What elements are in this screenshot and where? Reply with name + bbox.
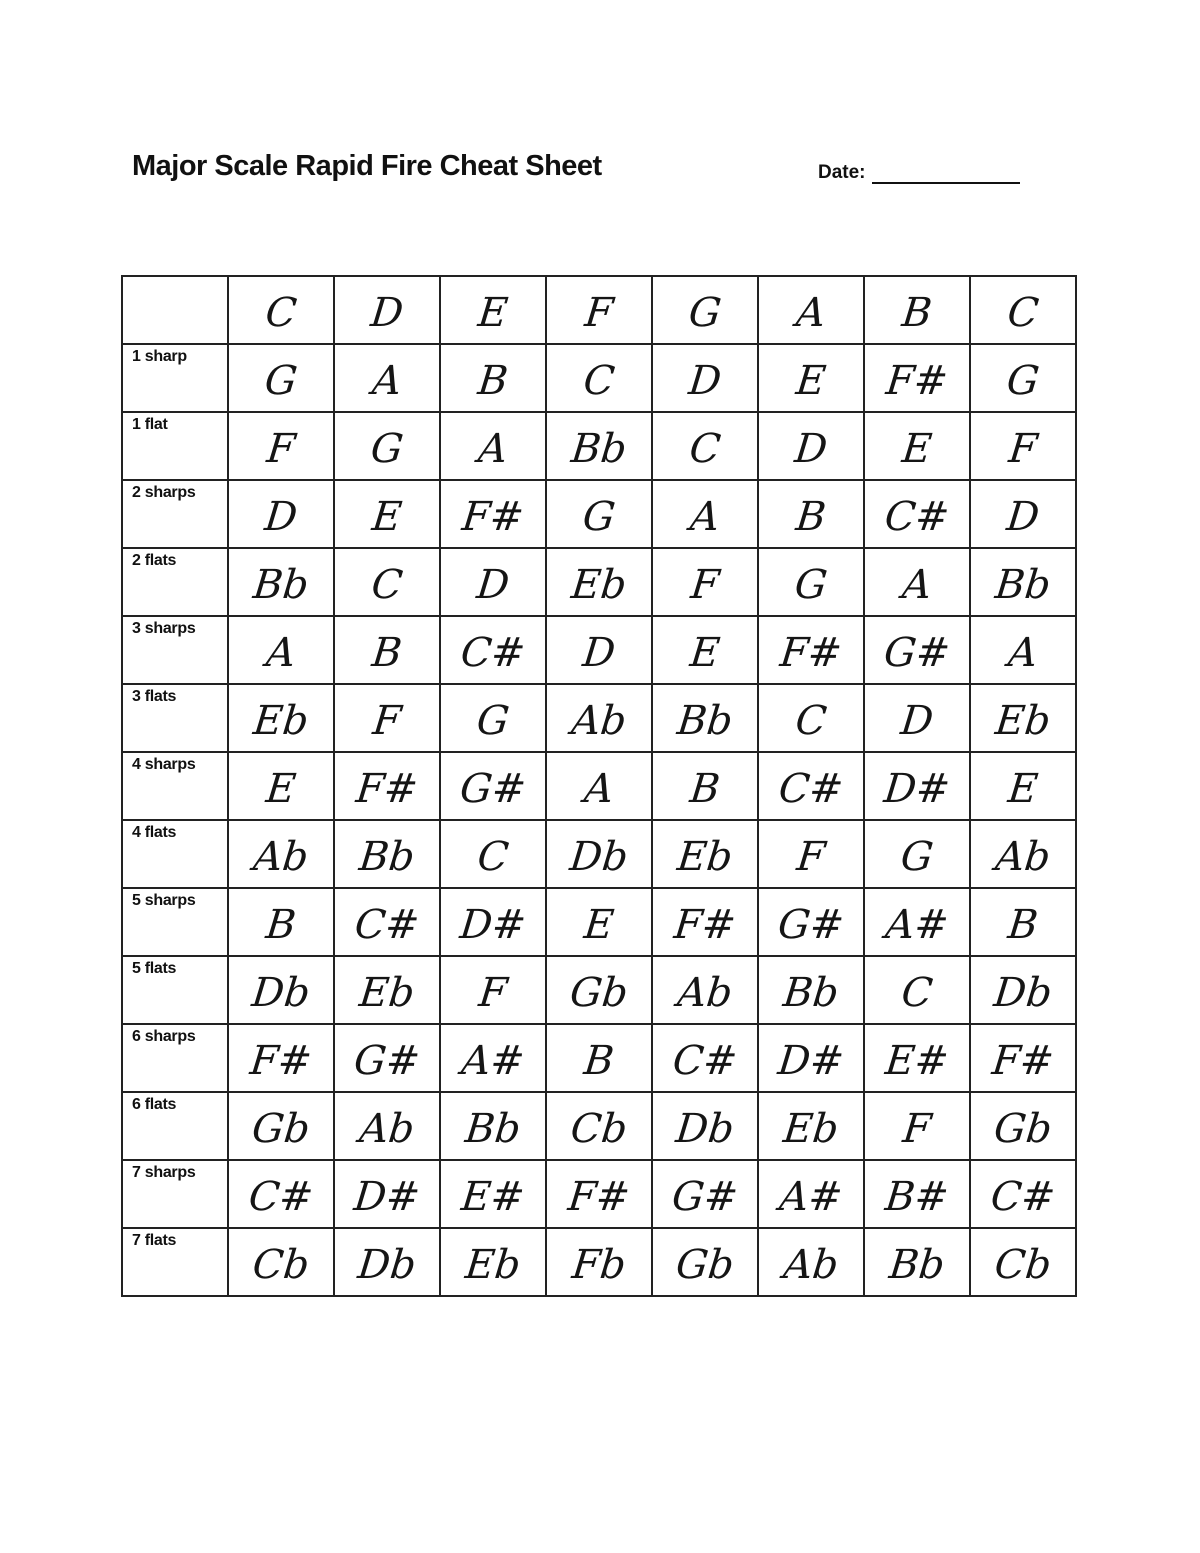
- handwritten-note: G: [1004, 358, 1042, 404]
- date-blank-line[interactable]: [872, 164, 1020, 184]
- note-cell: [546, 480, 652, 548]
- handwritten-note: A: [1006, 630, 1040, 676]
- handwritten-note: Db: [673, 1106, 737, 1152]
- handwritten-note: Bb: [675, 698, 735, 744]
- handwritten-note: Ab: [781, 1242, 841, 1288]
- handwritten-note: E: [793, 358, 829, 404]
- note-cell: [652, 344, 758, 412]
- table-row: [122, 548, 1076, 616]
- note-cell: [440, 1228, 546, 1296]
- note-cell: [864, 820, 970, 888]
- note-cell: [970, 480, 1076, 548]
- row-label: 1 flat: [132, 416, 168, 433]
- handwritten-note: G: [686, 290, 724, 336]
- handwritten-note: E: [899, 426, 935, 472]
- row-label: 3 flats: [132, 688, 177, 705]
- handwritten-note: D: [262, 494, 300, 540]
- note-cell: [758, 1228, 864, 1296]
- handwritten-note: A: [688, 494, 722, 540]
- handwritten-note: Cb: [250, 1242, 312, 1288]
- note-cell: [758, 1024, 864, 1092]
- handwritten-note: Eb: [675, 834, 735, 880]
- note-cell: [970, 1092, 1076, 1160]
- table-row: [122, 480, 1076, 548]
- note-cell: [758, 616, 864, 684]
- note-cell: [228, 548, 334, 616]
- row-label-cell: [122, 344, 228, 412]
- note-cell: [546, 1024, 652, 1092]
- note-cell: [652, 276, 758, 344]
- handwritten-note: F: [370, 698, 404, 744]
- handwritten-note: D: [686, 358, 724, 404]
- row-label: 7 flats: [132, 1232, 177, 1249]
- note-cell: [228, 1024, 334, 1092]
- handwritten-note: Gb: [249, 1106, 313, 1152]
- handwritten-note: G#: [775, 902, 847, 948]
- note-cell: [758, 752, 864, 820]
- note-cell: [652, 1228, 758, 1296]
- handwritten-note: B: [687, 766, 723, 812]
- note-cell: [970, 1024, 1076, 1092]
- note-cell: [864, 276, 970, 344]
- row-label: 6 sharps: [132, 1028, 196, 1045]
- handwritten-note: Cb: [568, 1106, 630, 1152]
- note-cell: [546, 684, 652, 752]
- note-cell: [758, 684, 864, 752]
- row-label-cell: [122, 1160, 228, 1228]
- handwritten-note: D: [368, 290, 406, 336]
- note-cell: [970, 276, 1076, 344]
- handwritten-note: F#: [989, 1038, 1057, 1084]
- note-cell: [440, 820, 546, 888]
- handwritten-note: F#: [671, 902, 739, 948]
- note-cell: [228, 616, 334, 684]
- handwritten-note: F: [264, 426, 298, 472]
- handwritten-note: Ab: [357, 1106, 417, 1152]
- note-cell: [758, 956, 864, 1024]
- note-cell: [546, 752, 652, 820]
- row-label-cell: [122, 752, 228, 820]
- table-row: [122, 820, 1076, 888]
- handwritten-note: G#: [457, 766, 529, 812]
- handwritten-note: B: [369, 630, 405, 676]
- handwritten-note: A#: [459, 1038, 527, 1084]
- note-cell: [652, 1160, 758, 1228]
- row-label-cell: [122, 956, 228, 1024]
- note-cell: [546, 344, 652, 412]
- handwritten-note: F#: [247, 1038, 315, 1084]
- row-label-cell: [122, 1024, 228, 1092]
- note-cell: [440, 752, 546, 820]
- note-cell: [864, 480, 970, 548]
- note-cell: [652, 956, 758, 1024]
- handwritten-note: F#: [565, 1174, 633, 1220]
- handwritten-note: Db: [991, 970, 1055, 1016]
- note-cell: [970, 344, 1076, 412]
- handwritten-note: C: [899, 970, 935, 1016]
- handwritten-note: Eb: [781, 1106, 841, 1152]
- handwritten-note: A: [476, 426, 510, 472]
- table-row: [122, 956, 1076, 1024]
- handwritten-note: C#: [352, 902, 422, 948]
- note-cell: [758, 820, 864, 888]
- handwritten-note: E#: [459, 1174, 527, 1220]
- handwritten-note: Eb: [251, 698, 311, 744]
- handwritten-note: C#: [882, 494, 952, 540]
- note-cell: [334, 412, 440, 480]
- table-row: [122, 1092, 1076, 1160]
- row-label: 5 flats: [132, 960, 177, 977]
- handwritten-note: G: [792, 562, 830, 608]
- handwritten-note: G#: [351, 1038, 423, 1084]
- note-cell: [864, 548, 970, 616]
- note-cell: [546, 956, 652, 1024]
- handwritten-note: E: [687, 630, 723, 676]
- handwritten-note: A: [264, 630, 298, 676]
- note-cell: [970, 888, 1076, 956]
- handwritten-note: Bb: [887, 1242, 947, 1288]
- handwritten-note: Gb: [673, 1242, 737, 1288]
- note-cell: [334, 1024, 440, 1092]
- handwritten-note: B: [475, 358, 511, 404]
- table-row: [122, 412, 1076, 480]
- note-cell: [970, 752, 1076, 820]
- handwritten-note: B: [793, 494, 829, 540]
- handwritten-note: E: [581, 902, 617, 948]
- note-cell: [864, 344, 970, 412]
- note-cell: [334, 888, 440, 956]
- note-cell: [546, 616, 652, 684]
- page-title: Major Scale Rapid Fire Cheat Sheet: [132, 150, 602, 182]
- note-cell: [440, 1160, 546, 1228]
- handwritten-note: E: [475, 290, 511, 336]
- handwritten-note: Gb: [991, 1106, 1055, 1152]
- row-label-cell: [122, 1228, 228, 1296]
- handwritten-note: C: [475, 834, 511, 880]
- note-cell: [652, 820, 758, 888]
- note-cell: [334, 480, 440, 548]
- handwritten-note: C#: [988, 1174, 1058, 1220]
- handwritten-note: A: [794, 290, 828, 336]
- handwritten-note: D#: [351, 1174, 423, 1220]
- note-cell: [546, 1092, 652, 1160]
- table-row: [122, 1024, 1076, 1092]
- handwritten-note: G: [474, 698, 512, 744]
- note-cell: [546, 820, 652, 888]
- handwritten-note: Ab: [251, 834, 311, 880]
- note-cell: [758, 1160, 864, 1228]
- note-cell: [228, 752, 334, 820]
- handwritten-note: D#: [775, 1038, 847, 1084]
- note-cell: [440, 480, 546, 548]
- note-cell: [864, 1024, 970, 1092]
- handwritten-note: Db: [249, 970, 313, 1016]
- note-cell: [864, 412, 970, 480]
- handwritten-note: Db: [355, 1242, 419, 1288]
- row-label: 2 sharps: [132, 484, 196, 501]
- handwritten-note: A: [582, 766, 616, 812]
- note-cell: [440, 616, 546, 684]
- handwritten-note: Cb: [992, 1242, 1054, 1288]
- handwritten-note: F: [1006, 426, 1040, 472]
- note-cell: [334, 820, 440, 888]
- note-cell: [546, 888, 652, 956]
- handwritten-note: Bb: [781, 970, 841, 1016]
- note-cell: [758, 412, 864, 480]
- note-cell: [440, 888, 546, 956]
- note-cell: [228, 820, 334, 888]
- handwritten-note: C#: [776, 766, 846, 812]
- handwritten-note: F: [794, 834, 828, 880]
- note-cell: [970, 412, 1076, 480]
- handwritten-note: A#: [883, 902, 951, 948]
- table-row: [122, 684, 1076, 752]
- note-cell: [228, 480, 334, 548]
- handwritten-note: Eb: [357, 970, 417, 1016]
- handwritten-note: Bb: [251, 562, 311, 608]
- handwritten-note: E: [1005, 766, 1041, 812]
- handwritten-note: C: [1005, 290, 1041, 336]
- note-cell: [334, 344, 440, 412]
- note-cell: [440, 1092, 546, 1160]
- handwritten-note: C: [793, 698, 829, 744]
- handwritten-note: Ab: [569, 698, 629, 744]
- note-cell: [652, 548, 758, 616]
- note-cell: [334, 1160, 440, 1228]
- row-label: 6 flats: [132, 1096, 177, 1113]
- table-row: [122, 752, 1076, 820]
- note-cell: [440, 344, 546, 412]
- note-cell: [652, 684, 758, 752]
- note-cell: [970, 684, 1076, 752]
- handwritten-note: G: [368, 426, 406, 472]
- row-label-cell: [122, 548, 228, 616]
- note-cell: [334, 1092, 440, 1160]
- handwritten-note: A#: [777, 1174, 845, 1220]
- note-cell: [970, 820, 1076, 888]
- note-cell: [758, 888, 864, 956]
- handwritten-note: D#: [457, 902, 529, 948]
- handwritten-note: Gb: [567, 970, 631, 1016]
- row-label-cell: [122, 480, 228, 548]
- note-cell: [652, 412, 758, 480]
- handwritten-note: F: [900, 1106, 934, 1152]
- row-label: 3 sharps: [132, 620, 196, 637]
- note-cell: [652, 1024, 758, 1092]
- note-cell: [440, 1024, 546, 1092]
- note-cell: [864, 888, 970, 956]
- table-row: [122, 888, 1076, 956]
- row-label-cell: [122, 684, 228, 752]
- handwritten-note: Bb: [569, 426, 629, 472]
- handwritten-note: A: [900, 562, 934, 608]
- note-cell: [546, 276, 652, 344]
- note-cell: [228, 684, 334, 752]
- table-row: [122, 276, 1076, 344]
- note-cell: [970, 1228, 1076, 1296]
- handwritten-note: C: [581, 358, 617, 404]
- note-cell: [440, 684, 546, 752]
- row-label-cell: [122, 616, 228, 684]
- row-label: 1 sharp: [132, 348, 187, 365]
- note-cell: [440, 956, 546, 1024]
- row-label: 7 sharps: [132, 1164, 196, 1181]
- handwritten-note: C#: [670, 1038, 740, 1084]
- handwritten-note: B: [581, 1038, 617, 1084]
- note-cell: [334, 752, 440, 820]
- row-label: 5 sharps: [132, 892, 196, 909]
- note-cell: [864, 1228, 970, 1296]
- handwritten-note: B: [899, 290, 935, 336]
- table-row: [122, 1160, 1076, 1228]
- handwritten-note: G: [262, 358, 300, 404]
- note-cell: [758, 480, 864, 548]
- handwritten-note: G#: [669, 1174, 741, 1220]
- handwritten-note: G: [898, 834, 936, 880]
- handwritten-note: A: [370, 358, 404, 404]
- table-row: [122, 616, 1076, 684]
- note-cell: [864, 1092, 970, 1160]
- note-cell: [652, 888, 758, 956]
- note-cell: [334, 616, 440, 684]
- note-cell: [970, 1160, 1076, 1228]
- table-row: [122, 344, 1076, 412]
- note-cell: [228, 412, 334, 480]
- handwritten-note: E: [263, 766, 299, 812]
- handwritten-note: F: [582, 290, 616, 336]
- note-cell: [864, 616, 970, 684]
- note-cell: [652, 752, 758, 820]
- handwritten-note: B: [1005, 902, 1041, 948]
- date-field: [818, 162, 1020, 184]
- handwritten-note: D: [474, 562, 512, 608]
- note-cell: [758, 344, 864, 412]
- handwritten-note: Eb: [993, 698, 1053, 744]
- row-label: 4 sharps: [132, 756, 196, 773]
- note-cell: [334, 548, 440, 616]
- handwritten-note: F#: [459, 494, 527, 540]
- note-cell: [546, 548, 652, 616]
- note-cell: [758, 1092, 864, 1160]
- handwritten-note: Bb: [463, 1106, 523, 1152]
- note-cell: [440, 548, 546, 616]
- note-cell: [652, 616, 758, 684]
- note-cell: [864, 684, 970, 752]
- note-cell: [228, 1228, 334, 1296]
- note-cell: [440, 412, 546, 480]
- row-label-cell: [122, 412, 228, 480]
- row-label: 2 flats: [132, 552, 177, 569]
- handwritten-note: Eb: [569, 562, 629, 608]
- note-cell: [652, 1092, 758, 1160]
- handwritten-note: F: [688, 562, 722, 608]
- handwritten-note: E: [369, 494, 405, 540]
- note-cell: [970, 548, 1076, 616]
- handwritten-note: D: [792, 426, 830, 472]
- note-cell: [334, 684, 440, 752]
- note-cell: [970, 616, 1076, 684]
- handwritten-note: F#: [353, 766, 421, 812]
- handwritten-note: C: [687, 426, 723, 472]
- handwritten-note: D#: [881, 766, 953, 812]
- handwritten-note: C: [369, 562, 405, 608]
- note-cell: [864, 752, 970, 820]
- row-label-cell: [122, 888, 228, 956]
- note-cell: [546, 1228, 652, 1296]
- note-cell: [334, 1228, 440, 1296]
- row-label-cell: [122, 820, 228, 888]
- handwritten-note: F#: [883, 358, 951, 404]
- note-cell: [864, 1160, 970, 1228]
- table-row: [122, 1228, 1076, 1296]
- note-cell: [758, 276, 864, 344]
- handwritten-note: F#: [777, 630, 845, 676]
- row-label-cell: [122, 1092, 228, 1160]
- handwritten-note: E#: [883, 1038, 951, 1084]
- row-label-cell: [122, 276, 228, 344]
- note-cell: [228, 276, 334, 344]
- scale-table: [121, 275, 1077, 1297]
- note-cell: [228, 1092, 334, 1160]
- note-cell: [228, 888, 334, 956]
- note-cell: [546, 412, 652, 480]
- row-label: 4 flats: [132, 824, 177, 841]
- handwritten-note: Db: [567, 834, 631, 880]
- note-cell: [440, 276, 546, 344]
- handwritten-note: Eb: [463, 1242, 523, 1288]
- handwritten-note: G: [580, 494, 618, 540]
- note-cell: [652, 480, 758, 548]
- handwritten-note: D: [580, 630, 618, 676]
- note-cell: [228, 344, 334, 412]
- note-cell: [334, 276, 440, 344]
- handwritten-note: Bb: [357, 834, 417, 880]
- note-cell: [970, 956, 1076, 1024]
- handwritten-note: Fb: [569, 1242, 629, 1288]
- handwritten-note: D: [898, 698, 936, 744]
- note-cell: [546, 1160, 652, 1228]
- date-label: Date:: [818, 162, 866, 183]
- note-cell: [864, 956, 970, 1024]
- note-cell: [228, 1160, 334, 1228]
- handwritten-note: B#: [883, 1174, 951, 1220]
- handwritten-note: C#: [246, 1174, 316, 1220]
- note-cell: [228, 956, 334, 1024]
- handwritten-note: C: [263, 290, 299, 336]
- handwritten-note: F: [476, 970, 510, 1016]
- handwritten-note: C#: [458, 630, 528, 676]
- handwritten-note: Bb: [993, 562, 1053, 608]
- handwritten-note: G#: [881, 630, 953, 676]
- note-cell: [334, 956, 440, 1024]
- handwritten-note: B: [263, 902, 299, 948]
- note-cell: [758, 548, 864, 616]
- scale-table-body: [122, 276, 1076, 1296]
- handwritten-note: Ab: [675, 970, 735, 1016]
- handwritten-note: D: [1004, 494, 1042, 540]
- handwritten-note: Ab: [993, 834, 1053, 880]
